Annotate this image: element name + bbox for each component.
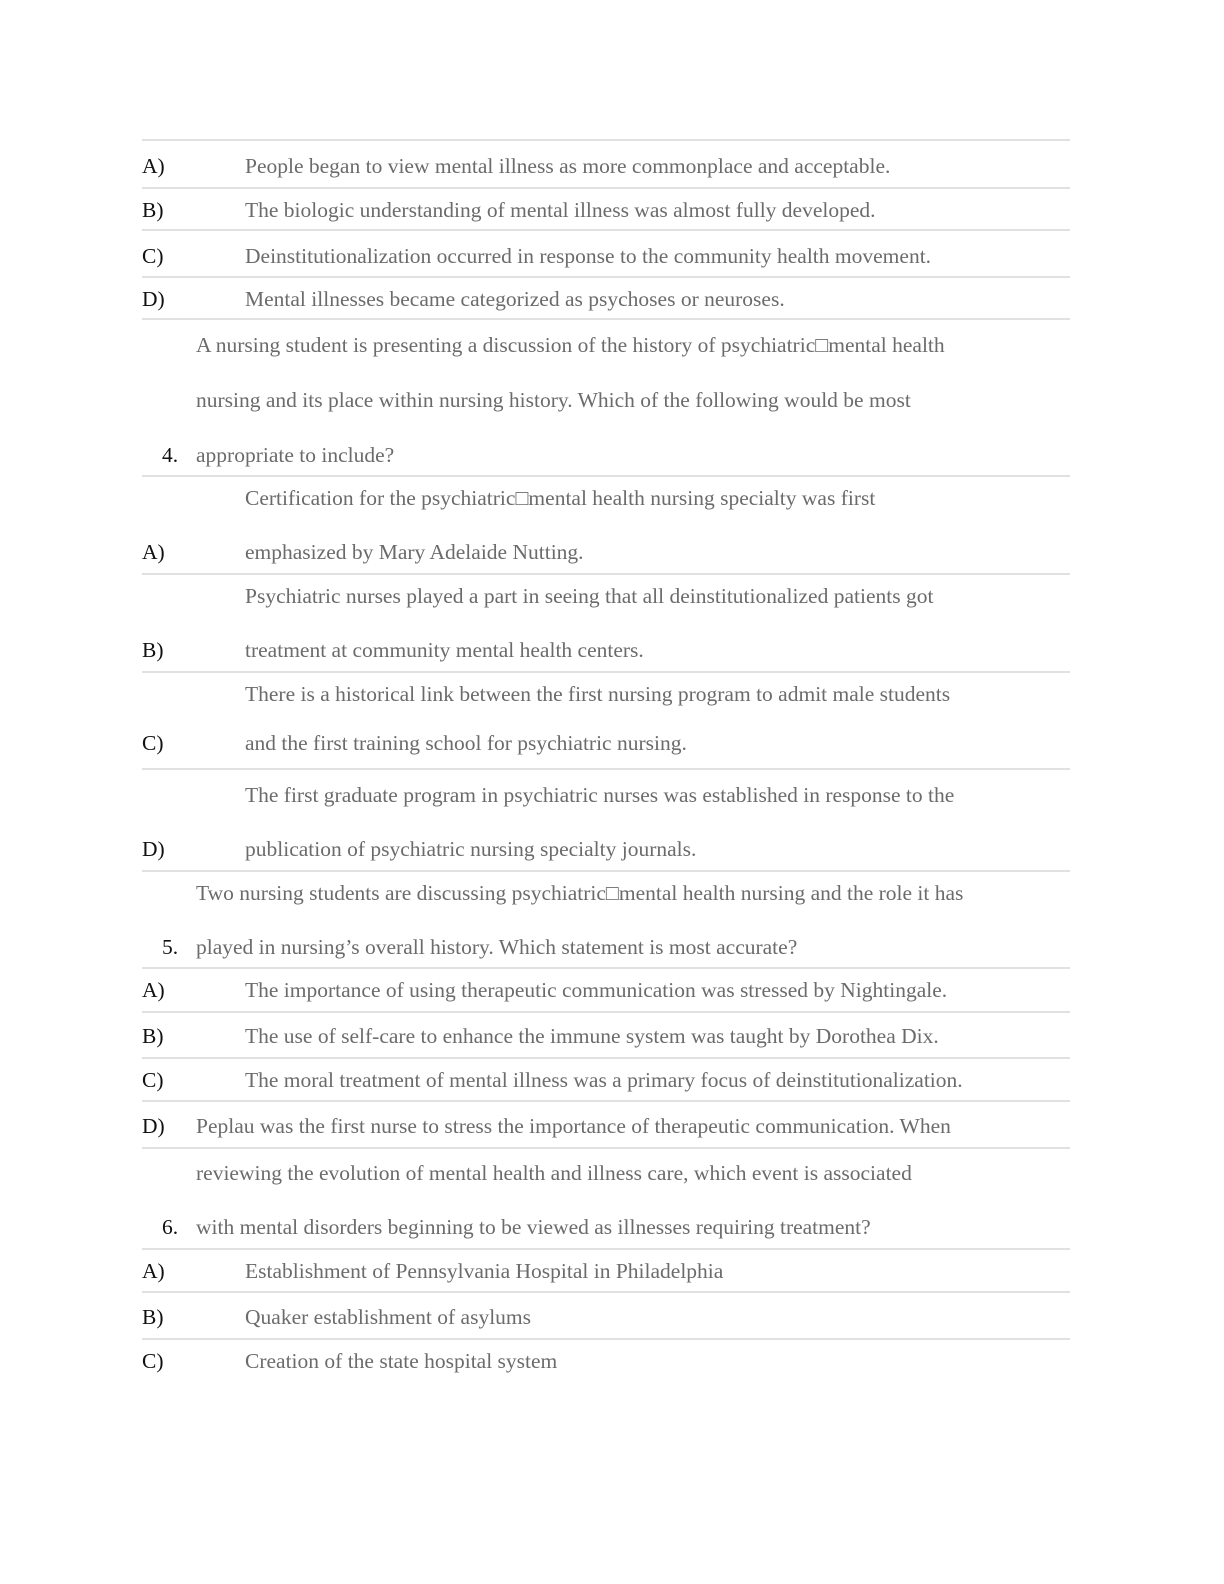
q6-stem-line-1: reviewing the evolution of mental health and illness care, which event is associated [196, 1161, 912, 1185]
q4-option-b-line-2: treatment at community mental health centers. [245, 638, 644, 662]
q4-option-a-label: A) [142, 540, 165, 564]
q3-option-b-text: The biologic understanding of mental illness was almost fully developed. [245, 198, 876, 222]
q6-option-c-label: C) [142, 1349, 164, 1373]
q5-option-d-label: D) [142, 1114, 165, 1138]
q6-option-c-text: Creation of the state hospital system [245, 1349, 558, 1373]
q5-option-b-text: The use of self-care to enhance the immune system was taught by Dorothea Dix. [245, 1024, 939, 1048]
q5-number: 5. [162, 935, 179, 959]
divider [142, 318, 1070, 320]
q6-option-a-text: Establishment of Pennsylvania Hospital in Philadelphia [245, 1259, 724, 1283]
divider [142, 573, 1070, 575]
divider [142, 276, 1070, 278]
q4-option-d-label: D) [142, 837, 165, 861]
q6-number: 6. [162, 1215, 179, 1239]
q6-option-a-label: A) [142, 1259, 165, 1283]
q5-option-d-text: Peplau was the first nurse to stress the importance of therapeutic communication. When [196, 1114, 951, 1138]
q4-stem-line-2: nursing and its place within nursing history. Which of the following would be most [196, 388, 911, 412]
q3-option-a-text: People began to view mental illness as more commonplace and acceptable. [245, 154, 891, 178]
divider [142, 1291, 1070, 1293]
q3-option-c-label: C) [142, 244, 164, 268]
q6-option-b-label: B) [142, 1305, 164, 1329]
q4-number: 4. [162, 443, 179, 467]
divider [142, 1011, 1070, 1013]
q4-option-d-line-1: The first graduate program in psychiatric nurses was established in response to the [245, 783, 955, 807]
divider [142, 187, 1070, 189]
divider [142, 1057, 1070, 1059]
q4-option-c-line-2: and the first training school for psychiatric nursing. [245, 731, 687, 755]
q3-option-d-label: D) [142, 287, 165, 311]
q4-option-c-label: C) [142, 731, 164, 755]
q6-stem-line-2: with mental disorders beginning to be viewed as illnesses requiring treatment? [196, 1215, 871, 1239]
q3-option-a-label: A) [142, 154, 165, 178]
q5-stem-line-1: Two nursing students are discussing psychiatric□mental health nursing and the role it has [196, 881, 964, 905]
divider [142, 1338, 1070, 1340]
divider [142, 768, 1070, 770]
q4-option-a-line-1: Certification for the psychiatric□mental health nursing specialty was first [245, 486, 876, 510]
divider [142, 229, 1070, 231]
divider [142, 139, 1070, 141]
q4-stem-line-1: A nursing student is presenting a discussion of the history of psychiatric□mental health [196, 333, 945, 357]
divider [142, 870, 1070, 872]
q3-option-b-label: B) [142, 198, 164, 222]
divider [142, 475, 1070, 477]
divider [142, 967, 1070, 969]
q4-option-b-label: B) [142, 638, 164, 662]
q5-option-b-label: B) [142, 1024, 164, 1048]
q5-option-c-text: The moral treatment of mental illness was a primary focus of deinstitutionalization. [245, 1068, 963, 1092]
divider [142, 1248, 1070, 1250]
q3-option-c-text: Deinstitutionalization occurred in response to the community health movement. [245, 244, 932, 268]
divider [142, 1100, 1070, 1102]
q5-option-c-label: C) [142, 1068, 164, 1092]
q4-option-c-line-1: There is a historical link between the first nursing program to admit male students [245, 682, 951, 706]
divider [142, 671, 1070, 673]
q6-option-b-text: Quaker establishment of asylums [245, 1305, 532, 1329]
q4-option-d-line-2: publication of psychiatric nursing specialty journals. [245, 837, 697, 861]
q5-option-a-label: A) [142, 978, 165, 1002]
q5-stem-line-2: played in nursing’s overall history. Which statement is most accurate? [196, 935, 798, 959]
divider [142, 1147, 1070, 1149]
q5-option-a-text: The importance of using therapeutic communication was stressed by Nightingale. [245, 978, 948, 1002]
q4-stem-line-3: appropriate to include? [196, 443, 395, 467]
q4-option-a-line-2: emphasized by Mary Adelaide Nutting. [245, 540, 584, 564]
q3-option-d-text: Mental illnesses became categorized as psychoses or neuroses. [245, 287, 785, 311]
q4-option-b-line-1: Psychiatric nurses played a part in seeing that all deinstitutionalized patients got [245, 584, 934, 608]
